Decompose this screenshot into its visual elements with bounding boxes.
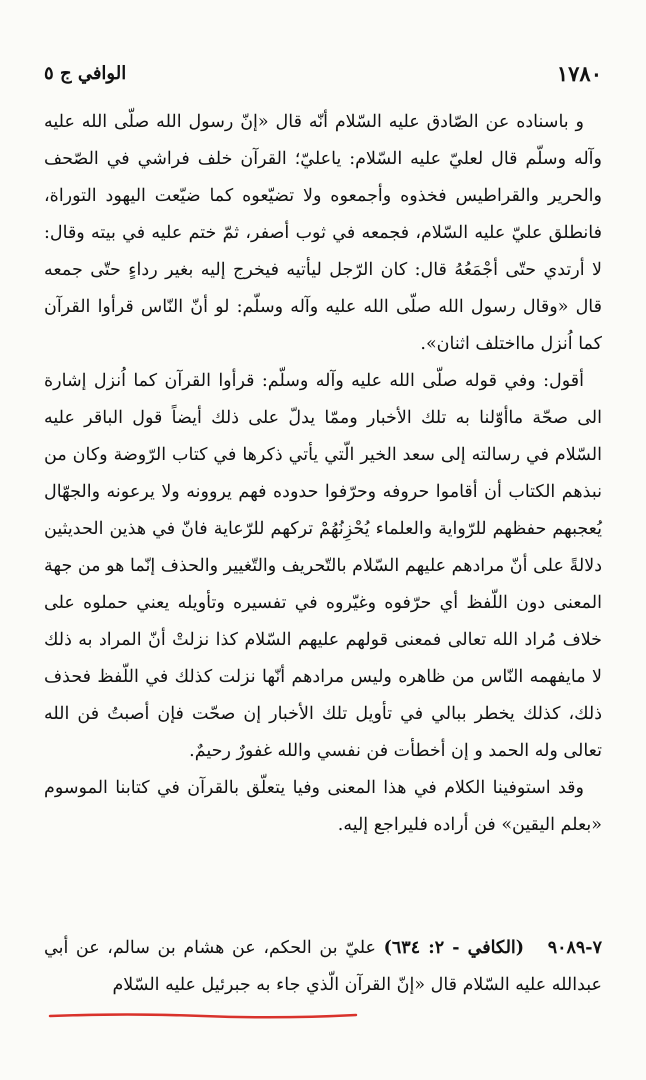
paragraph-commentary: أقول: وفي قوله صلّى الله عليه وآله وسلّم: قرأوا القرآن كما اُنزل إشارة الى صحّة ماأوّلنا به تلك الأخبار وممّا يدلّ على ذلك أيضاً قول الباقر عليه السّلام في رسالته إلى سعد الخير الّتي يأتي ذكرها في كتاب الرّوضة وكان من نبذهم الكتاب أن أقاموا حروفه وحرّفوا حدوده فهم يروونه ولا يرعونه والجهّال يُعجبهم حفظهم للرّواية والعلماء يُحْزِنُهُمْ تركهم للرّعاية فانّ في هذين الحديثين دلالةً على أنّ مرادهم عليهم السّلام بالتّحريف والتّغيير والحذف إنّما هو من جهة المعنى دون اللّفظ أي حرّفوه وغيّروه في تفسيره وتأويله يعني حملوه على خلاف مُراد الله تعالى فمعنى قولهم عليهم السّلام كذا نزلتْ أنّ المراد به ذلك لا مايفهمه النّاس من ظاهره وليس مرادهم أنّها نزلت كذلك في اللّفظ فحذف ذلك، كذلك يخطر ببالي في تأويل تلك الأخبار إن صحّت فإن أصبتُ فن الله تعالى وله الحمد و إن أخطأت فن نفسي والله غفورٌ رحيمٌ. bbox=[44, 371, 602, 761]
hadith-source: (الكافي - ٢: ٦٣٤) bbox=[383, 938, 525, 958]
running-title: الوافي ج ٥ bbox=[44, 62, 127, 84]
hadith-text: عليّ بن الحكم، عن هشام بن سالم، عن أبي عبدالله عليه السّلام قال «إنّ القرآن الّذي جاء به جبرئيل عليه السّلام bbox=[44, 938, 602, 995]
main-text bbox=[44, 104, 602, 844]
hadith-number: ٧-٩٠٨٩ bbox=[547, 938, 602, 958]
paragraph-reference: وقد استوفينا الكلام في هذا المعنى وفيا يتعلّق بالقرآن في كتابنا الموسوم «بعلم اليقين» فن أراده فليراجع إليه. bbox=[44, 778, 602, 835]
hadith-entry bbox=[44, 930, 602, 1004]
page-number: ١٧٨٠ bbox=[556, 60, 602, 86]
red-underline bbox=[48, 1010, 358, 1020]
page-header bbox=[44, 56, 602, 90]
paragraph-narration: و باسناده عن الصّادق عليه السّلام أنّه قال «إنّ رسول الله صلّى الله عليه وآله وسلّم قال لعليّ عليه السّلام: ياعليّ؛ القرآن خلف فراشي في الصّحف والحرير والقراطيس فخذوه وأجمعوه ولا تضيّعوه كما ضيّعت اليهود التوراة، فانطلق عليّ عليه السّلام، فجمعه في ثوب أصفر، ثمّ ختم عليه في بيته وقال: لا أرتدي حتّى أجْمَعُهُ قال: كان الرّجل ليأتيه فيخرج إليه بغير رداءٍ حتّى جمعه قال «وقال رسول الله صلّى الله عليه وآله وسلّم: لو أنّ النّاس قرأوا القرآن كما اُنزل مااختلف اثنان». bbox=[44, 112, 602, 354]
